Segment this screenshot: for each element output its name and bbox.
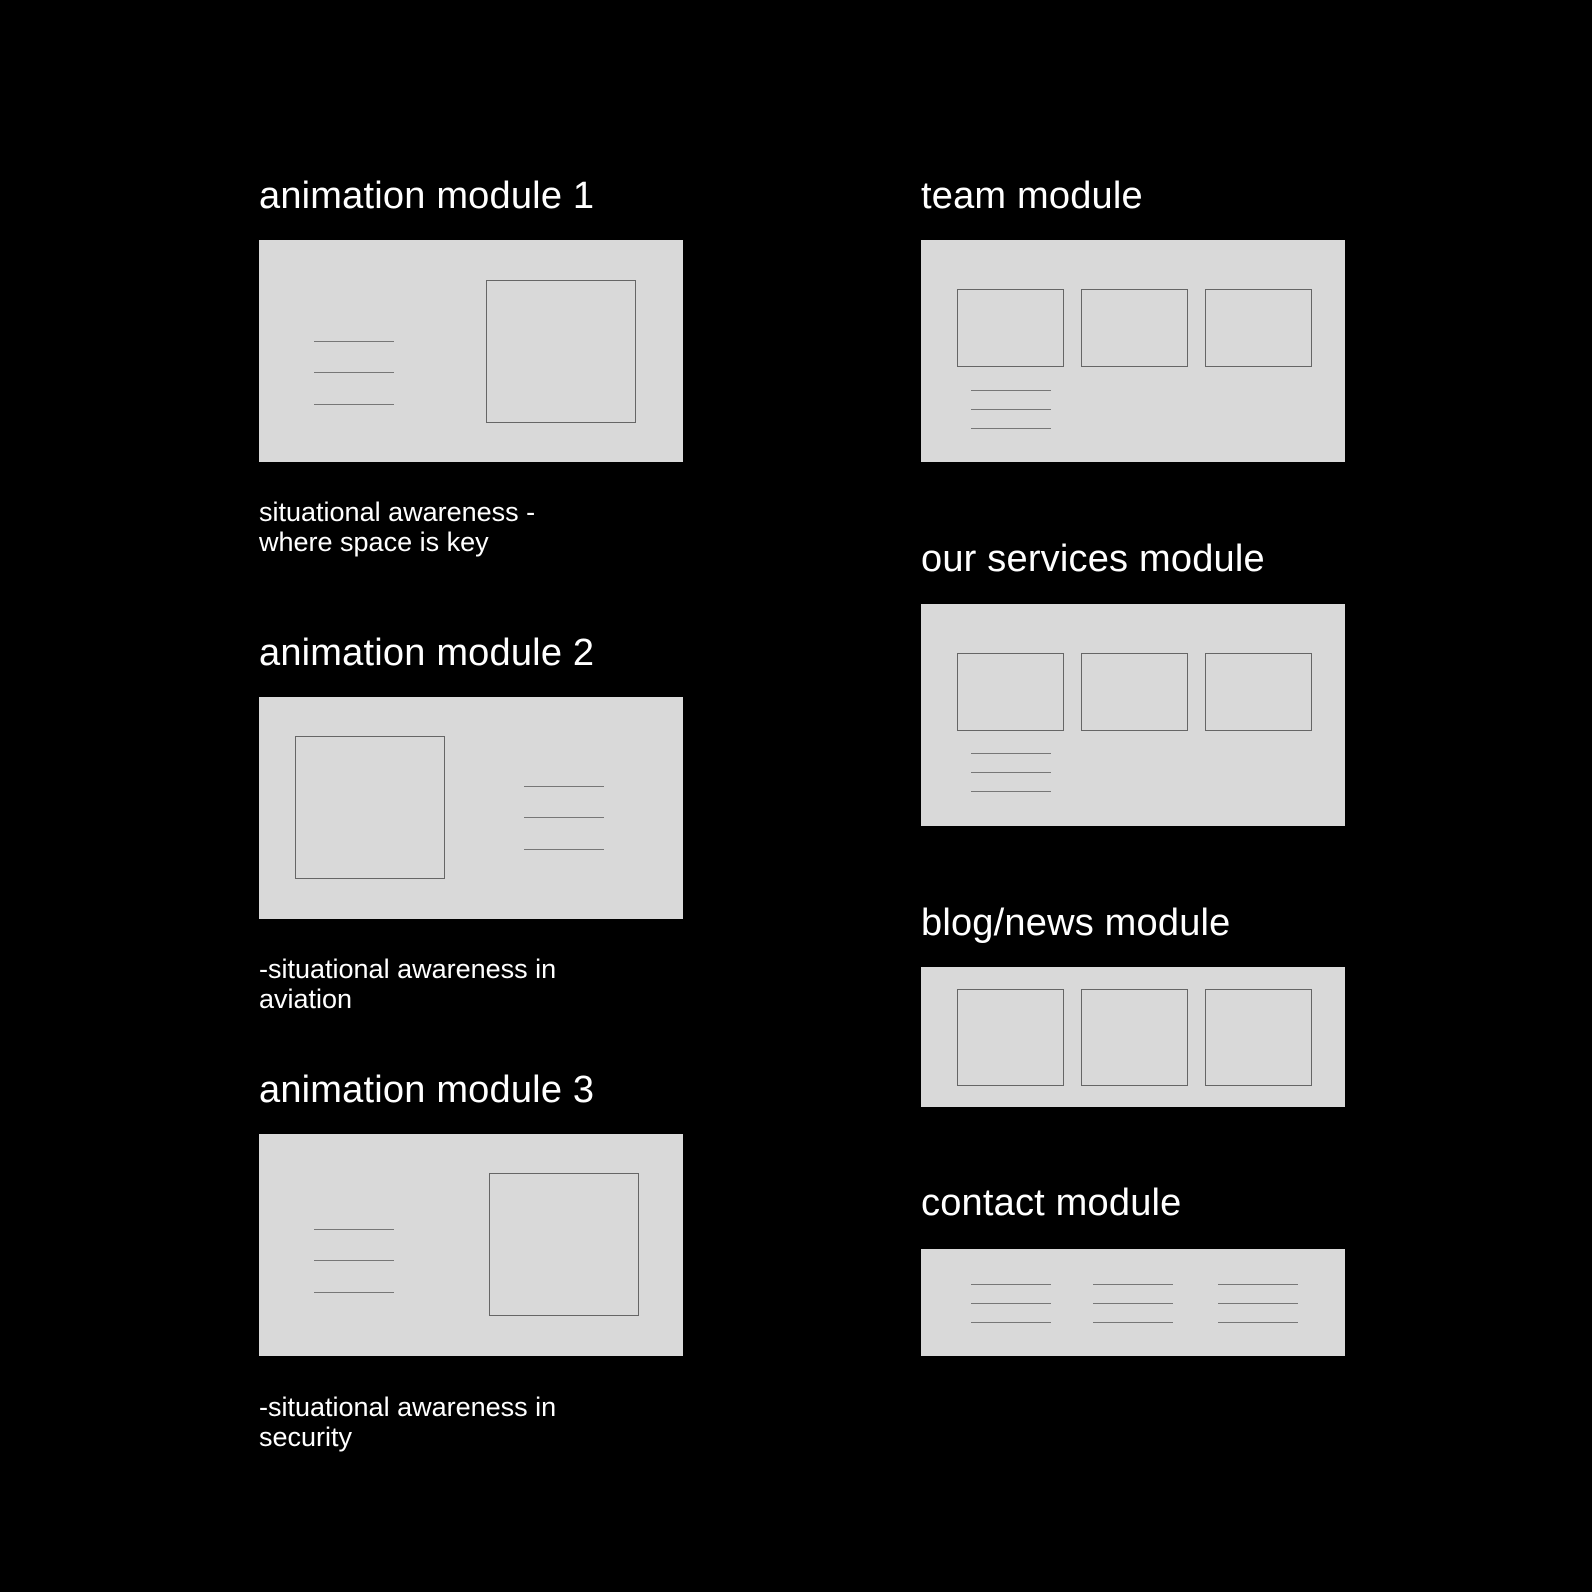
- animation-module-2-panel: [259, 697, 683, 919]
- text-placeholder-line: [524, 786, 604, 787]
- image-placeholder: [489, 1173, 639, 1316]
- team-module-title: team module: [921, 175, 1143, 217]
- text-placeholder-line: [314, 372, 394, 373]
- text-placeholder-line: [314, 341, 394, 342]
- caption-line: where space is key: [259, 527, 489, 557]
- text-placeholder-line: [971, 409, 1051, 410]
- text-placeholder-line: [971, 390, 1051, 391]
- animation-module-3-panel: [259, 1134, 683, 1356]
- caption-line: situational awareness -: [259, 497, 536, 527]
- animation-module-3-caption: [259, 1392, 556, 1452]
- text-placeholder-line: [1093, 1322, 1173, 1323]
- text-placeholder-line: [524, 849, 604, 850]
- article-placeholder: [957, 989, 1064, 1086]
- image-placeholder: [486, 280, 636, 423]
- text-placeholder-line: [314, 1292, 394, 1293]
- article-placeholder: [1205, 989, 1312, 1086]
- team-member-placeholder: [957, 289, 1064, 367]
- animation-module-3-title: animation module 3: [259, 1069, 595, 1111]
- animation-module-2-title: animation module 2: [259, 632, 595, 674]
- blog-news-module-panel: [921, 967, 1345, 1107]
- text-placeholder-line: [1093, 1284, 1173, 1285]
- services-module-panel: [921, 604, 1345, 826]
- article-placeholder: [1081, 989, 1188, 1086]
- text-placeholder-line: [314, 404, 394, 405]
- text-placeholder-line: [971, 1284, 1051, 1285]
- caption-line: -situational awareness in: [259, 954, 557, 984]
- text-placeholder-line: [971, 753, 1051, 754]
- service-placeholder: [957, 653, 1064, 731]
- text-placeholder-line: [1218, 1322, 1298, 1323]
- animation-module-1-caption: [259, 497, 535, 557]
- animation-module-1-title: animation module 1: [259, 175, 595, 217]
- text-placeholder-line: [971, 1303, 1051, 1304]
- text-placeholder-line: [1093, 1303, 1173, 1304]
- team-member-placeholder: [1205, 289, 1312, 367]
- team-module-panel: [921, 240, 1345, 462]
- text-placeholder-line: [1218, 1303, 1298, 1304]
- image-placeholder: [295, 736, 445, 879]
- animation-module-1-panel: [259, 240, 683, 462]
- blog-news-module-title: blog/news module: [921, 902, 1231, 944]
- text-placeholder-line: [314, 1260, 394, 1261]
- text-placeholder-line: [1218, 1284, 1298, 1285]
- service-placeholder: [1205, 653, 1312, 731]
- contact-module-title: contact module: [921, 1182, 1182, 1224]
- text-placeholder-line: [524, 817, 604, 818]
- text-placeholder-line: [314, 1229, 394, 1230]
- caption-line: aviation: [259, 984, 353, 1014]
- service-placeholder: [1081, 653, 1188, 731]
- services-module-title: our services module: [921, 538, 1265, 580]
- text-placeholder-line: [971, 791, 1051, 792]
- text-placeholder-line: [971, 1322, 1051, 1323]
- team-member-placeholder: [1081, 289, 1188, 367]
- caption-line: -situational awareness in: [259, 1392, 557, 1422]
- contact-module-panel: [921, 1249, 1345, 1356]
- text-placeholder-line: [971, 428, 1051, 429]
- caption-line: security: [259, 1422, 353, 1452]
- text-placeholder-line: [971, 772, 1051, 773]
- animation-module-2-caption: [259, 954, 556, 1014]
